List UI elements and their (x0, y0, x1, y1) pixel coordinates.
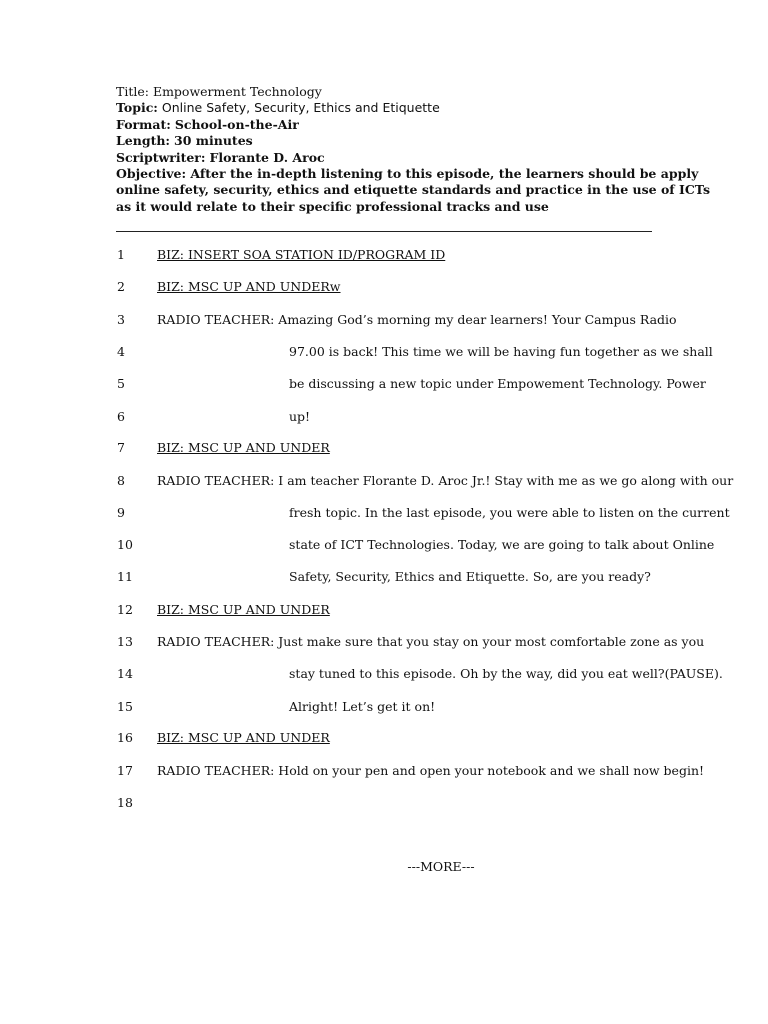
dialogue-text: up! (289, 409, 311, 424)
line-number: 13 (117, 634, 133, 649)
scriptwriter-line (116, 150, 656, 166)
dialogue-text: be discussing a new topic under Empowement Technology. Power (289, 376, 706, 391)
script-line (0, 438, 768, 458)
scriptwriter-label: Scriptwriter: (116, 149, 206, 165)
biz-cue: BIZ: MSC UP AND UNDERw (157, 279, 341, 294)
line-number: 11 (117, 569, 133, 584)
script-line (0, 471, 768, 491)
script-line (0, 793, 768, 813)
format-line (116, 117, 656, 133)
format-value: School-on-the-Air (174, 116, 299, 132)
line-number: 16 (117, 730, 133, 745)
title-line (116, 84, 656, 100)
script-header (116, 84, 710, 215)
objective-line: as it would relate to their specific professional tracks and use (116, 198, 549, 214)
script-line (0, 277, 768, 297)
line-number: 1 (117, 247, 125, 262)
script-line (0, 310, 768, 330)
line-number: 4 (117, 344, 125, 359)
dialogue-text: RADIO TEACHER: Hold on your pen and open your notebook and we shall now begin! (157, 763, 705, 778)
script-line (0, 503, 768, 523)
script-line (0, 728, 768, 748)
script-line (0, 245, 768, 265)
title-label: Title: (116, 84, 149, 99)
dialogue-text: stay tuned to this episode. Oh by the way, did you eat well?(PAUSE). (289, 666, 723, 681)
objective-line: online safety, security, ethics and etiquette standards and practice in the use of ICTs (116, 182, 710, 198)
script-line (0, 697, 768, 717)
line-number: 3 (117, 312, 125, 327)
script-line (0, 407, 768, 427)
script-line (0, 567, 768, 587)
format-label: Format: (116, 116, 171, 132)
line-number: 10 (117, 537, 133, 552)
script-line (0, 664, 768, 684)
dialogue-text: RADIO TEACHER: Amazing God’s morning my dear learners! Your Campus Radio (157, 312, 677, 327)
biz-cue: BIZ: MSC UP AND UNDER (157, 730, 330, 745)
dialogue-text: Safety, Security, Ethics and Etiquette. So, are you ready? (289, 569, 651, 584)
topic-label: Topic: (116, 100, 158, 116)
dialogue-text: RADIO TEACHER: I am teacher Florante D. Aroc Jr.! Stay with me as we go along with our (157, 473, 734, 488)
line-number: 6 (117, 409, 125, 424)
more-indicator: ---MORE--- (407, 859, 475, 874)
biz-cue: BIZ: INSERT SOA STATION ID/PROGRAM ID (157, 247, 446, 262)
dialogue-text: RADIO TEACHER: Just make sure that you stay on your most comfortable zone as you (157, 634, 705, 649)
biz-cue: BIZ: MSC UP AND UNDER (157, 602, 330, 617)
topic-line (116, 100, 656, 116)
line-number: 18 (117, 795, 133, 810)
line-number: 5 (117, 376, 125, 391)
length-label: Length: (116, 133, 171, 149)
header-divider (116, 231, 652, 232)
script-line (0, 600, 768, 620)
dialogue-text: state of ICT Technologies. Today, we are going to talk about Online (289, 537, 715, 552)
scriptwriter-value: Florante D. Aroc (209, 149, 325, 165)
line-number: 2 (117, 279, 125, 294)
length-value: 30 minutes (174, 133, 253, 149)
line-number: 17 (117, 763, 133, 778)
line-number: 12 (117, 602, 133, 617)
topic-value: Online Safety, Security, Ethics and Etiquette (161, 100, 440, 116)
length-line (116, 133, 656, 149)
script-line (0, 535, 768, 555)
dialogue-text: fresh topic. In the last episode, you were able to listen on the current (289, 505, 730, 520)
line-number: 15 (117, 699, 133, 714)
script-line (0, 632, 768, 652)
dialogue-text: Alright! Let’s get it on! (289, 699, 436, 714)
line-number: 7 (117, 440, 125, 455)
biz-cue: BIZ: MSC UP AND UNDER (157, 440, 330, 455)
dialogue-text: 97.00 is back! This time we will be having fun together as we shall (289, 344, 713, 359)
objective-line: Objective: After the in-depth listening to this episode, the learners should be apply (116, 166, 699, 182)
script-line (0, 342, 768, 362)
title-value: Empowerment Technology (152, 84, 322, 99)
line-number: 9 (117, 505, 125, 520)
line-number: 14 (117, 666, 133, 681)
script-line (0, 761, 768, 781)
line-number: 8 (117, 473, 125, 488)
script-line (0, 374, 768, 394)
